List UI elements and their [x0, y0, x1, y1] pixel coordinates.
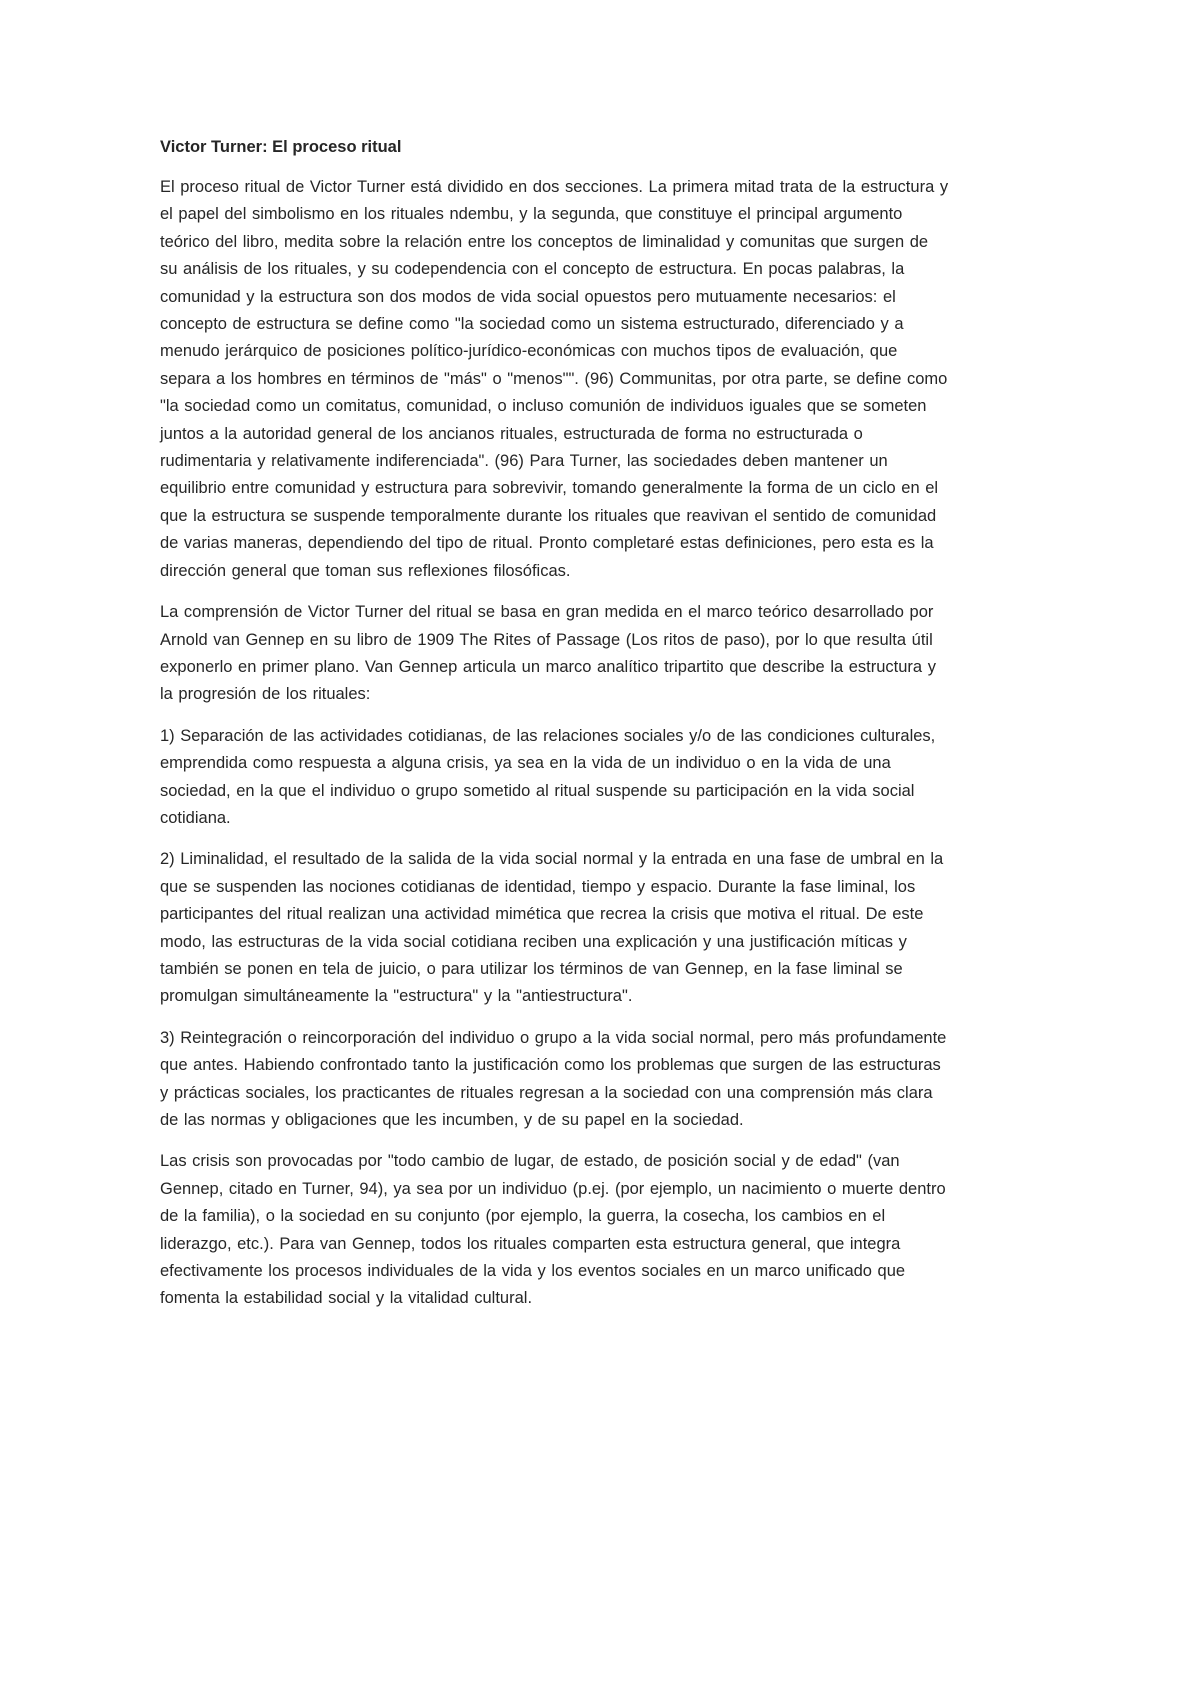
paragraph: La comprensión de Victor Turner del ritual se basa en gran medida en el marco teórico desarrollado por Arnold van Gennep en su libro de 1909 The Rites of Passage (Los ritos de paso), por lo que resulta útil exponerlo en primer plano. Van Gennep articula un marco analítico tripartito que describe la estructura y la progresión de los rituales: [160, 603, 936, 704]
paragraph: 2) Liminalidad, el resultado de la salida de la vida social normal y la entrada en una fase de umbral en la que se suspenden las nociones cotidianas de identidad, tiempo y espacio. Durante la fase liminal, los participantes del ritual realizan una actividad mimética que recrea la crisis que motiva el ritual. De este modo, las estructuras de la vida social cotidiana reciben una explicación y una justificación míticas y también se ponen en tela de juicio, o para utilizar los términos de van Gennep, en la fase liminal se promulgan simultáneamente la "estructura" y la "antiestructura". [160, 850, 944, 1006]
document-content [160, 134, 950, 1327]
paragraph: 3) Reintegración o reincorporación del individuo o grupo a la vida social normal, pero más profundamente que antes. Habiendo confrontado tanto la justificación como los problemas que surgen de las estructuras y prácticas sociales, los practicantes de rituales regresan a la sociedad con una comprensión más clara de las normas y obligaciones que les incumben, y de su papel en la sociedad. [160, 1028, 947, 1129]
paragraph: El proceso ritual de Victor Turner está dividido en dos secciones. La primera mitad trata de la estructura y el papel del simbolismo en los rituales ndembu, y la segunda, que constituye el principal argumento teórico del libro, medita sobre la relación entre los conceptos de liminalidad y comunitas que surgen de su análisis de los rituales, y su codependencia con el concepto de estructura. En pocas palabras, la comunidad y la estructura son dos modos de vida social opuestos pero mutuamente necesarios: el concepto de estructura se define como "la sociedad como un sistema estructurado, diferenciado y a menudo jerárquico de posiciones político-jurídico-económicas con muchos tipos de evaluación, que separa a los hombres en términos de "más" o "menos"". (96) Communitas, por otra parte, se define como "la sociedad como un comitatus, comunidad, o incluso comunión de individuos iguales que se someten juntos a la autoridad general de los ancianos rituales, estructurada de forma no estructurada o rudimentaria y relativamente indiferenciada". (96) Para Turner, las sociedades deben mantener un equilibrio entre comunidad y estructura para sobrevivir, tomando generalmente la forma de un ciclo en el que la estructura se suspende temporalmente durante los rituales que reavivan el sentido de comunidad de varias maneras, dependiendo del tipo de ritual. Pronto completaré estas definiciones, pero esta es la dirección general que toman sus reflexiones filosóficas. [160, 178, 949, 580]
document-body [160, 174, 950, 1313]
document-title: Victor Turner: El proceso ritual [160, 138, 402, 156]
paragraph: Las crisis son provocadas por "todo cambio de lugar, de estado, de posición social y de edad" (van Gennep, citado en Turner, 94), ya sea por un individuo (p.ej. (por ejemplo, un nacimiento o muerte dentro de la familia), o la sociedad en su conjunto (por ejemplo, la guerra, la cosecha, los cambios en el liderazgo, etc.). Para van Gennep, todos los rituales comparten esta estructura general, que integra efectivamente los procesos individuales de la vida y los eventos sociales en un marco unificado que fomenta la estabilidad social y la vitalidad cultural. [160, 1152, 946, 1308]
paragraph: 1) Separación de las actividades cotidianas, de las relaciones sociales y/o de las condiciones culturales, emprendida como respuesta a alguna crisis, ya sea en la vida de un individuo o en la vida de una sociedad, en la que el individuo o grupo sometido al ritual suspende su participación en la vida social cotidiana. [160, 726, 936, 827]
